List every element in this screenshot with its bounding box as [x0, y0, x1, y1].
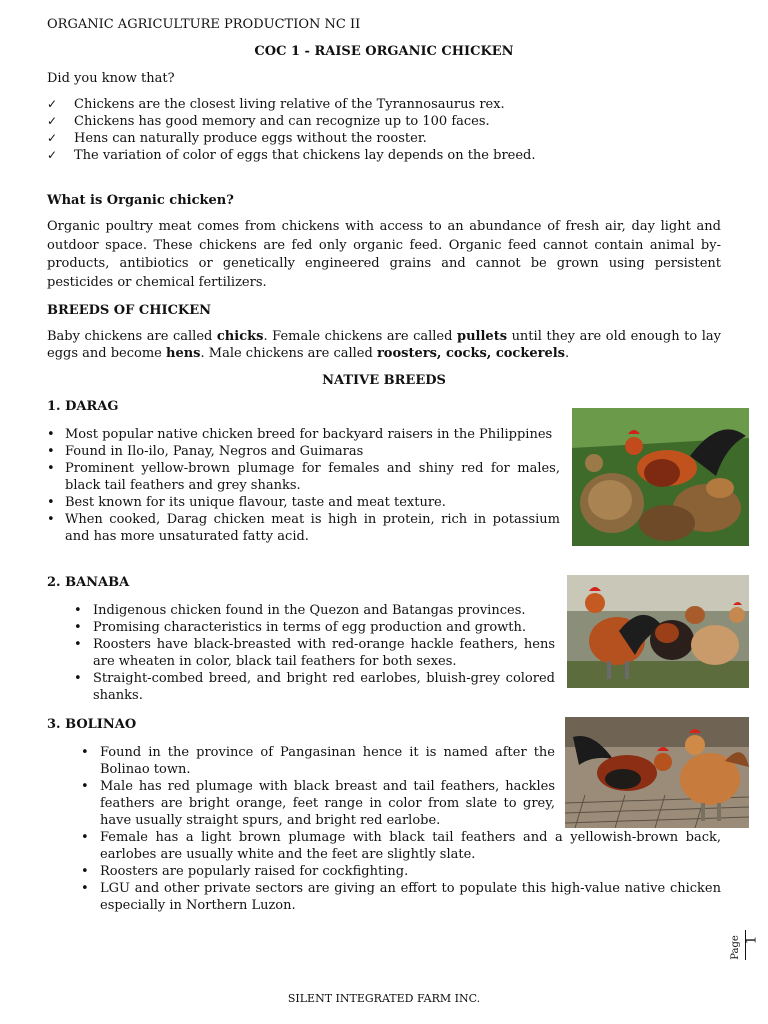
bullet-icon: • [81, 881, 89, 896]
list-item: ✓ The variation of color of eggs that chickens lay depends on the breed. [47, 148, 536, 163]
bullet-icon: • [74, 603, 82, 618]
list-item: • Female has a light brown plumage with black tail feathers and a yellowish-brown back, earlobes are usually white and the feet are slightly slate. [81, 830, 721, 862]
organic-heading: What is Organic chicken? [47, 193, 234, 208]
list-item: • Roosters are popularly raised for cockfighting. [81, 864, 409, 879]
bullet-icon: • [81, 745, 89, 760]
organic-paragraph: Organic poultry meat comes from chickens with access to an abundance of fresh air, day light and outdoor space. These chickens are fed only organic feed. Organic feed cannot contain animal by-products, antibiotics or genetically engineered grains and cannot be grown using persistent pesticides or chemical fertilizers. [47, 219, 721, 290]
bullet-icon: • [47, 461, 55, 476]
bullet-icon: • [47, 444, 55, 459]
bullet-icon: • [81, 779, 89, 794]
banaba-heading: 2. BANABA [47, 575, 130, 590]
check-icon: ✓ [47, 97, 58, 111]
darag-heading: 1. DARAG [47, 399, 119, 414]
check-icon: ✓ [47, 114, 58, 128]
list-item: • Roosters have black-breasted with red-orange hackle feathers, hens are wheaten in color, black tail feathers for both sexes. [74, 637, 555, 669]
page-title: COC 1 - RAISE ORGANIC CHICKEN [254, 44, 514, 59]
footer-company: SILENT INTEGRATED FARM INC. [287, 992, 481, 1005]
did-you-know-heading: Did you know that? [47, 71, 175, 86]
list-item: ✓ Chickens has good memory and can recognize up to 100 faces. [47, 114, 490, 129]
list-item: • Best known for its unique flavour, taste and meat texture. [47, 495, 446, 510]
darag-chicken-photo [572, 408, 749, 546]
list-item: • Prominent yellow-brown plumage for females and shiny red for males, black tail feathers and grey shanks. [47, 461, 560, 493]
breeds-paragraph: Baby chickens are called chicks. Female chickens are called pullets until they are old enough to lay eggs and become hens. Male chickens are called roosters, cocks, cockerels. [47, 329, 721, 361]
list-item: ✓ Chickens are the closest living relative of the Tyrannosaurus rex. [47, 97, 505, 112]
native-breeds-heading: NATIVE BREEDS [322, 373, 446, 388]
bolinao-chicken-photo [565, 717, 749, 828]
bullet-icon: • [74, 671, 82, 686]
page-label: Page [729, 935, 741, 960]
bullet-icon: • [47, 427, 55, 442]
bullet-icon: • [74, 637, 82, 652]
list-item: • Found in Ilo-ilo, Panay, Negros and Guimaras [47, 444, 364, 459]
check-icon: ✓ [47, 148, 58, 162]
course-header: ORGANIC AGRICULTURE PRODUCTION NC II [47, 17, 361, 32]
bullet-icon: • [81, 830, 89, 845]
page-number [729, 926, 760, 970]
list-item: • Found in the province of Pangasinan hence it is named after the Bolinao town. [81, 745, 555, 777]
check-icon: ✓ [47, 131, 58, 145]
list-item: • When cooked, Darag chicken meat is high in protein, rich in potassium and has more unsaturated fatty acid. [47, 512, 560, 544]
facts-list [47, 96, 727, 164]
list-item: • LGU and other private sectors are giving an effort to populate this high-value native chicken especially in Northern Luzon. [81, 881, 721, 913]
banaba-chicken-photo [567, 575, 749, 688]
bullet-icon: • [81, 864, 89, 879]
bullet-icon: • [47, 495, 55, 510]
bolinao-heading: 3. BOLINAO [47, 717, 137, 732]
list-item: • Most popular native chicken breed for backyard raisers in the Philippines [47, 427, 553, 442]
list-item: ✓ Hens can naturally produce eggs without the rooster. [47, 131, 427, 146]
page-divider [745, 930, 746, 960]
list-item: • Indigenous chicken found in the Quezon and Batangas provinces. [74, 603, 526, 618]
banaba-list [74, 602, 555, 704]
page-number-value: 1 [743, 935, 760, 945]
breeds-heading: BREEDS OF CHICKEN [47, 303, 212, 318]
darag-list [47, 426, 560, 545]
list-item: • Male has red plumage with black breast and tail feathers, hackles feathers are bright orange, feet range in color from slate to grey, have usually straight spurs, and bright red earlobe. [81, 779, 555, 828]
bullet-icon: • [47, 512, 55, 527]
list-item: • Promising characteristics in terms of egg production and growth. [74, 620, 527, 635]
bullet-icon: • [74, 620, 82, 635]
list-item: • Straight-combed breed, and bright red earlobes, bluish-grey colored shanks. [74, 671, 555, 703]
